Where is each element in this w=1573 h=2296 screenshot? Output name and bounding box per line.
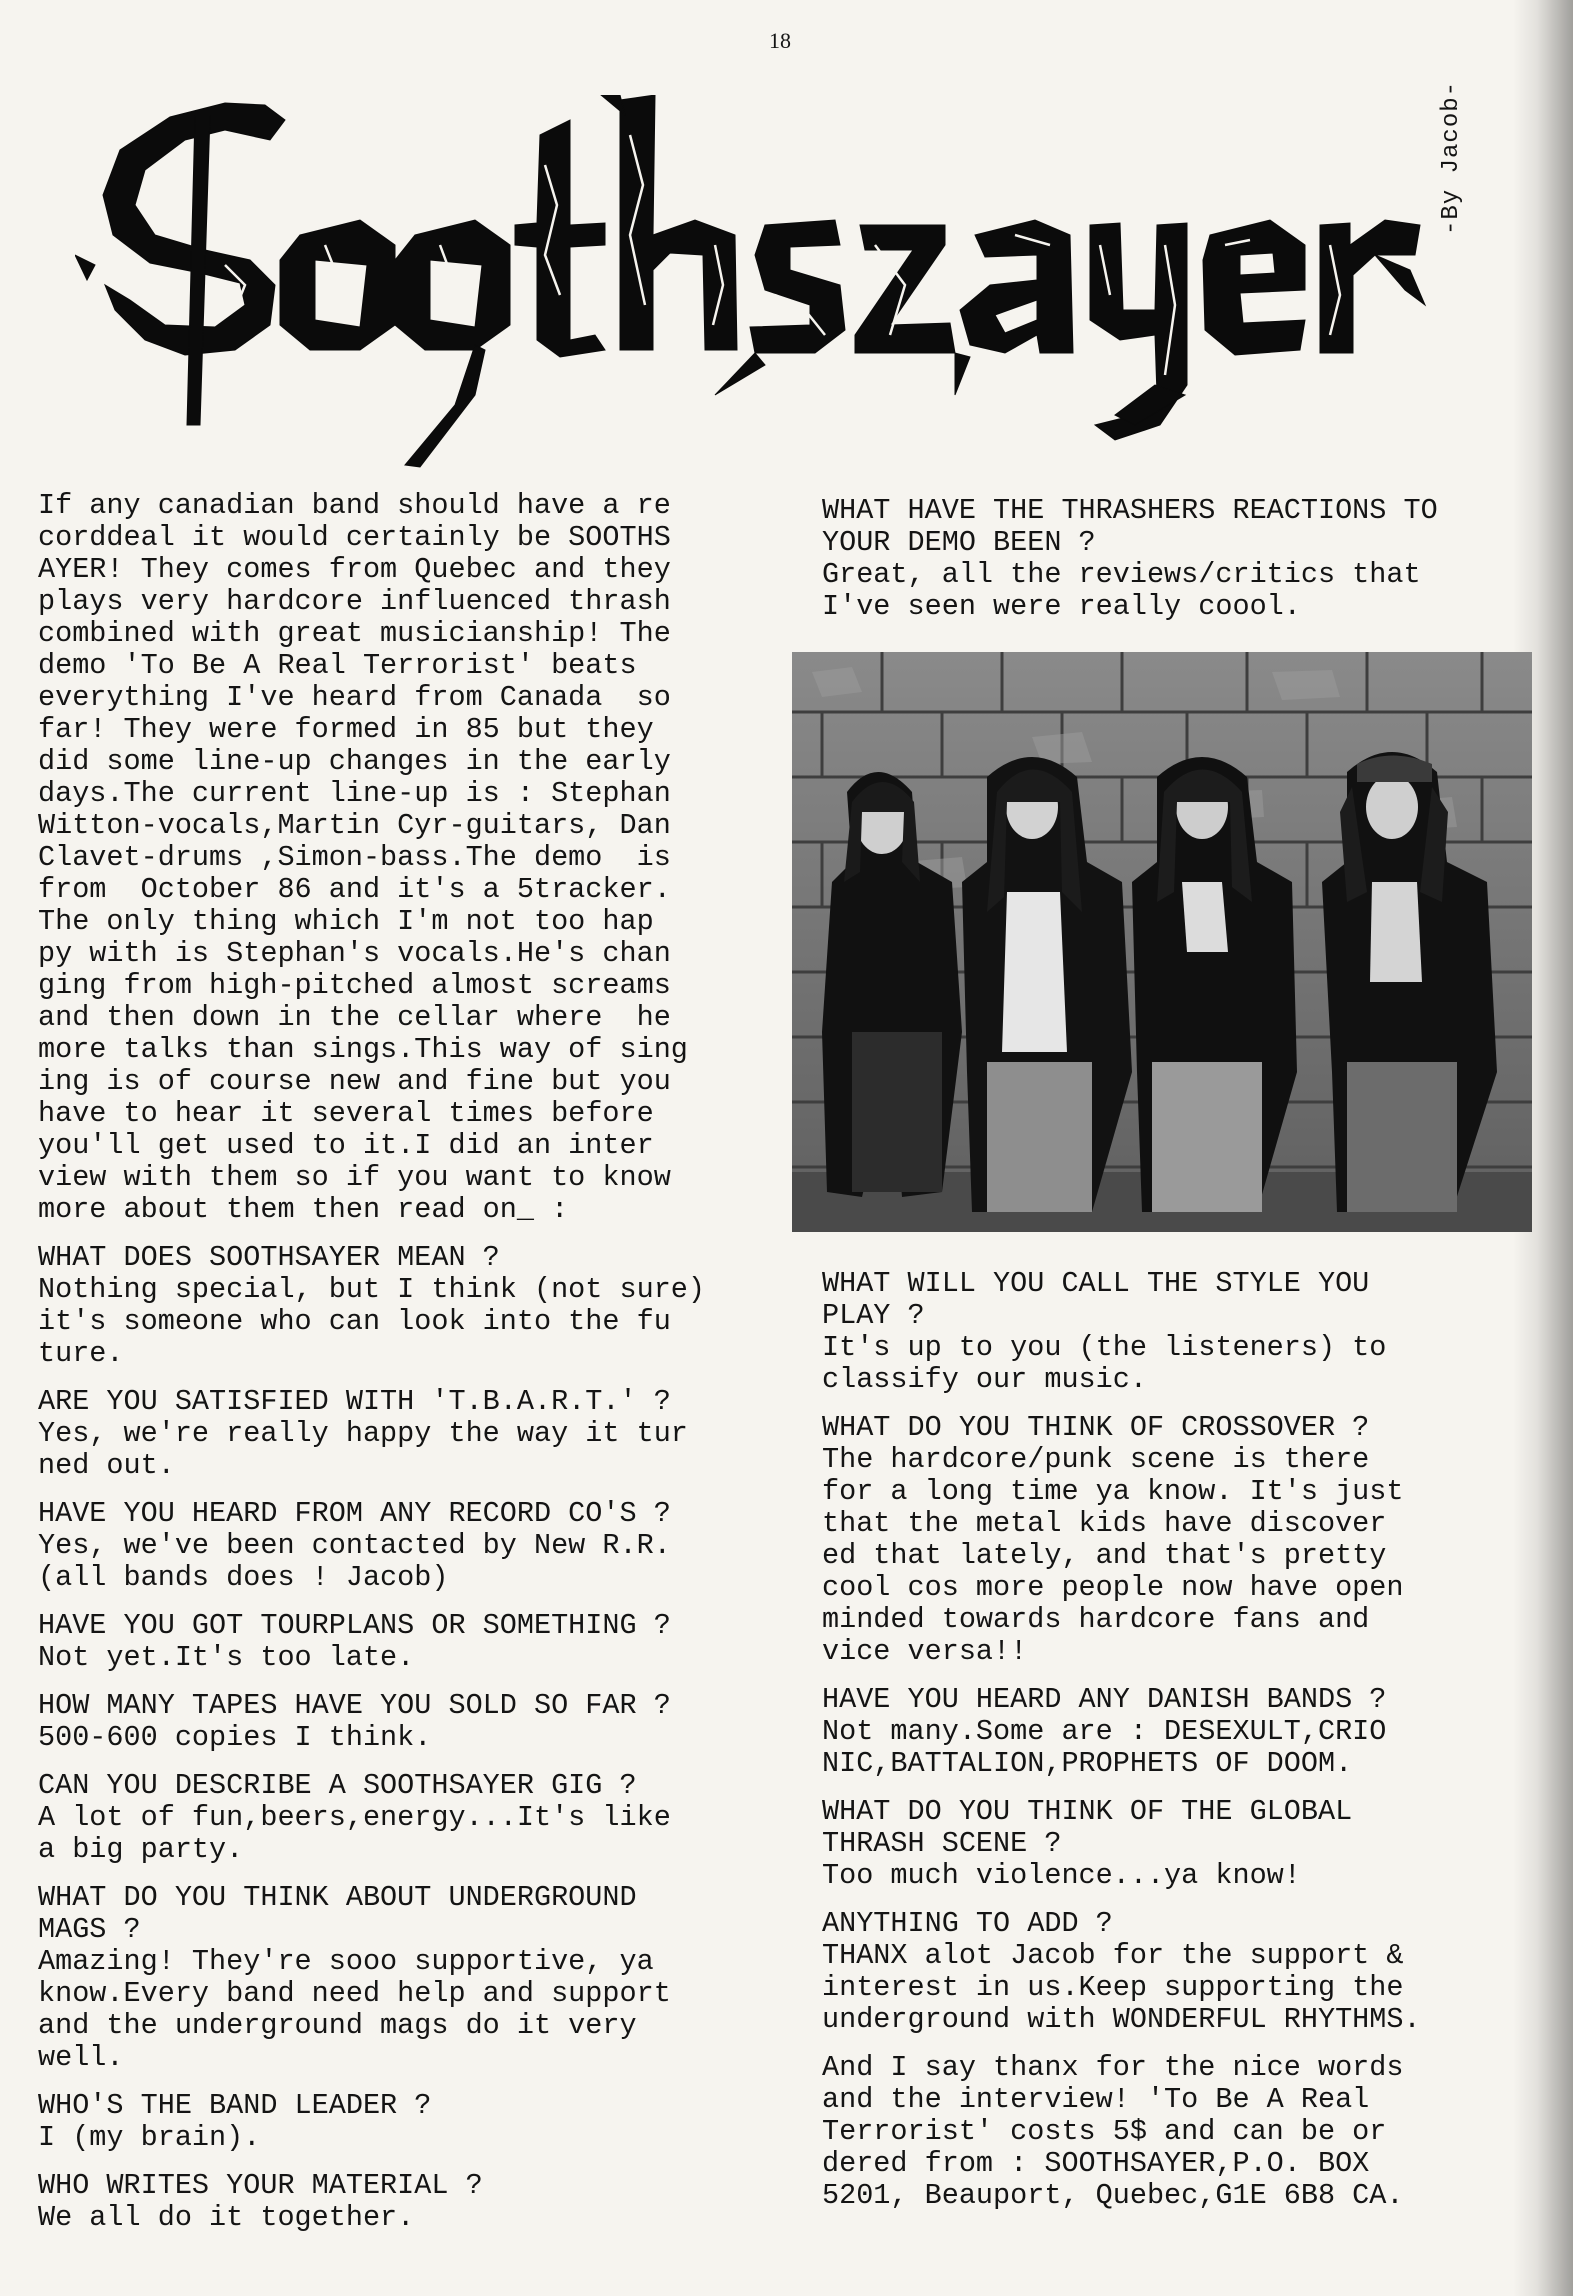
intro-line: and then down in the cellar where he bbox=[38, 1001, 671, 1034]
intro-line: did some line-up changes in the early bbox=[38, 745, 671, 778]
intro-line: ging from high-pitched almost screams bbox=[38, 969, 671, 1002]
band-logo bbox=[75, 95, 1455, 495]
answer: minded towards hardcore fans and bbox=[822, 1603, 1370, 1636]
closing-line: 5201, Beauport, Quebec,G1E 6B8 CA. bbox=[822, 2179, 1404, 2212]
right-column-top bbox=[822, 495, 1527, 639]
answer: cool cos more people now have open bbox=[822, 1571, 1404, 1604]
answer: Yes, we've been contacted by New R.R. bbox=[38, 1529, 671, 1562]
intro-line: ing is of course new and fine but you bbox=[38, 1065, 671, 1098]
question: WHAT DO YOU THINK OF CROSSOVER ? bbox=[822, 1411, 1370, 1444]
intro-line: demo 'To Be A Real Terrorist' beats bbox=[38, 649, 637, 682]
qa-block bbox=[38, 1610, 788, 1674]
intro-line: far! They were formed in 85 but they bbox=[38, 713, 654, 746]
answer: know.Every band need help and support bbox=[38, 1977, 671, 2010]
question: WHAT WILL YOU CALL THE STYLE YOU bbox=[822, 1267, 1370, 1300]
intro-line: AYER! They comes from Quebec and they bbox=[38, 553, 671, 586]
answer: (all bands does ! Jacob) bbox=[38, 1561, 449, 1594]
qa-block bbox=[822, 495, 1527, 623]
intro-line: view with them so if you want to know bbox=[38, 1161, 671, 1194]
intro-line: you'll get used to it.I did an inter bbox=[38, 1129, 654, 1162]
qa-block bbox=[38, 2170, 788, 2234]
closing-line: dered from : SOOTHSAYER,P.O. BOX bbox=[822, 2147, 1370, 2180]
answer: Too much violence...ya know! bbox=[822, 1859, 1301, 1892]
qa-block bbox=[38, 1498, 788, 1594]
intro-line: everything I've heard from Canada so bbox=[38, 681, 671, 714]
answer: ed that lately, and that's pretty bbox=[822, 1539, 1387, 1572]
question: YOUR DEMO BEEN ? bbox=[822, 526, 1096, 559]
intro-line: Clavet-drums ,Simon-bass.The demo is bbox=[38, 841, 671, 874]
intro-line: combined with great musicianship! The bbox=[38, 617, 671, 650]
question: ARE YOU SATISFIED WITH 'T.B.A.R.T.' ? bbox=[38, 1385, 671, 1418]
intro-line: py with is Stephan's vocals.He's chan bbox=[38, 937, 671, 970]
answer: We all do it together. bbox=[38, 2201, 415, 2234]
answer: THANX alot Jacob for the support & bbox=[822, 1939, 1404, 1972]
qa-block bbox=[38, 2090, 788, 2154]
answer: that the metal kids have discover bbox=[822, 1507, 1387, 1540]
answer: vice versa!! bbox=[822, 1635, 1028, 1668]
question: PLAY ? bbox=[822, 1299, 925, 1332]
answer: well. bbox=[38, 2041, 124, 2074]
answer: underground with WONDERFUL RHYTHMS. bbox=[822, 2003, 1421, 2036]
closing-line: Terrorist' costs 5$ and can be or bbox=[822, 2115, 1387, 2148]
intro-line: The only thing which I'm not too hap bbox=[38, 905, 654, 938]
answer: it's someone who can look into the fu bbox=[38, 1305, 671, 1338]
intro-line: more about them then read on_ : bbox=[38, 1193, 569, 1226]
answer: and the underground mags do it very bbox=[38, 2009, 637, 2042]
answer: I've seen were really coool. bbox=[822, 590, 1301, 623]
qa-block bbox=[822, 1684, 1527, 1780]
question: WHAT HAVE THE THRASHERS REACTIONS TO bbox=[822, 494, 1438, 527]
answer: 500-600 copies I think. bbox=[38, 1721, 432, 1754]
answer: It's up to you (the listeners) to bbox=[822, 1331, 1387, 1364]
question: HAVE YOU GOT TOURPLANS OR SOMETHING ? bbox=[38, 1609, 671, 1642]
intro-line: more talks than sings.This way of sing bbox=[38, 1033, 688, 1066]
intro-line: corddeal it would certainly be SOOTHS bbox=[38, 521, 671, 554]
answer: A lot of fun,beers,energy...It's like bbox=[38, 1801, 671, 1834]
qa-block bbox=[822, 1268, 1527, 1396]
intro-line: plays very hardcore influenced thrash bbox=[38, 585, 671, 618]
band-photo bbox=[792, 652, 1532, 1232]
qa-block bbox=[822, 1796, 1527, 1892]
question: WHAT DOES SOOTHSAYER MEAN ? bbox=[38, 1241, 500, 1274]
left-column bbox=[38, 490, 788, 2250]
qa-block bbox=[38, 1770, 788, 1866]
answer: Amazing! They're sooo supportive, ya bbox=[38, 1945, 654, 1978]
intro-line: from October 86 and it's a 5tracker. bbox=[38, 873, 671, 906]
answer: I (my brain). bbox=[38, 2121, 261, 2154]
qa-block bbox=[822, 1412, 1527, 1668]
qa-block bbox=[822, 1908, 1527, 2036]
answer: The hardcore/punk scene is there bbox=[822, 1443, 1370, 1476]
intro-paragraph bbox=[38, 490, 788, 1226]
intro-line: Witton-vocals,Martin Cyr-guitars, Dan bbox=[38, 809, 671, 842]
question: ANYTHING TO ADD ? bbox=[822, 1907, 1113, 1940]
qa-block bbox=[38, 1882, 788, 2074]
question: THRASH SCENE ? bbox=[822, 1827, 1062, 1860]
answer: a big party. bbox=[38, 1833, 244, 1866]
question: HAVE YOU HEARD ANY DANISH BANDS ? bbox=[822, 1683, 1387, 1716]
question: WHO'S THE BAND LEADER ? bbox=[38, 2089, 432, 2122]
page-number: 18 bbox=[769, 28, 791, 53]
answer: NIC,BATTALION,PROPHETS OF DOOM. bbox=[822, 1747, 1353, 1780]
question: WHO WRITES YOUR MATERIAL ? bbox=[38, 2169, 483, 2202]
answer: Great, all the reviews/critics that bbox=[822, 558, 1421, 591]
intro-line: days.The current line-up is : Stephan bbox=[38, 777, 671, 810]
byline: -By Jacob- bbox=[1438, 80, 1465, 235]
question: MAGS ? bbox=[38, 1913, 141, 1946]
question: WHAT DO YOU THINK ABOUT UNDERGROUND bbox=[38, 1881, 637, 1914]
answer: ture. bbox=[38, 1337, 124, 1370]
answer: ned out. bbox=[38, 1449, 175, 1482]
intro-line: If any canadian band should have a re bbox=[38, 489, 671, 522]
answer: Not yet.It's too late. bbox=[38, 1641, 415, 1674]
question: HAVE YOU HEARD FROM ANY RECORD CO'S ? bbox=[38, 1497, 671, 1530]
right-column-bottom bbox=[822, 1268, 1527, 2228]
answer: Not many.Some are : DESEXULT,CRIO bbox=[822, 1715, 1387, 1748]
qa-block bbox=[38, 1386, 788, 1482]
question: WHAT DO YOU THINK OF THE GLOBAL bbox=[822, 1795, 1353, 1828]
closing-line: And I say thanx for the nice words bbox=[822, 2051, 1404, 2084]
answer: interest in us.Keep supporting the bbox=[822, 1971, 1404, 2004]
answer: classify our music. bbox=[822, 1363, 1147, 1396]
answer: for a long time ya know. It's just bbox=[822, 1475, 1404, 1508]
intro-line: have to hear it several times before bbox=[38, 1097, 654, 1130]
answer: Nothing special, but I think (not sure) bbox=[38, 1273, 706, 1306]
closing-paragraph bbox=[822, 2052, 1527, 2212]
question: HOW MANY TAPES HAVE YOU SOLD SO FAR ? bbox=[38, 1689, 671, 1722]
answer: Yes, we're really happy the way it tur bbox=[38, 1417, 688, 1450]
question: CAN YOU DESCRIBE A SOOTHSAYER GIG ? bbox=[38, 1769, 637, 1802]
qa-block bbox=[38, 1690, 788, 1754]
qa-block bbox=[38, 1242, 788, 1370]
closing-line: and the interview! 'To Be A Real bbox=[822, 2083, 1370, 2116]
